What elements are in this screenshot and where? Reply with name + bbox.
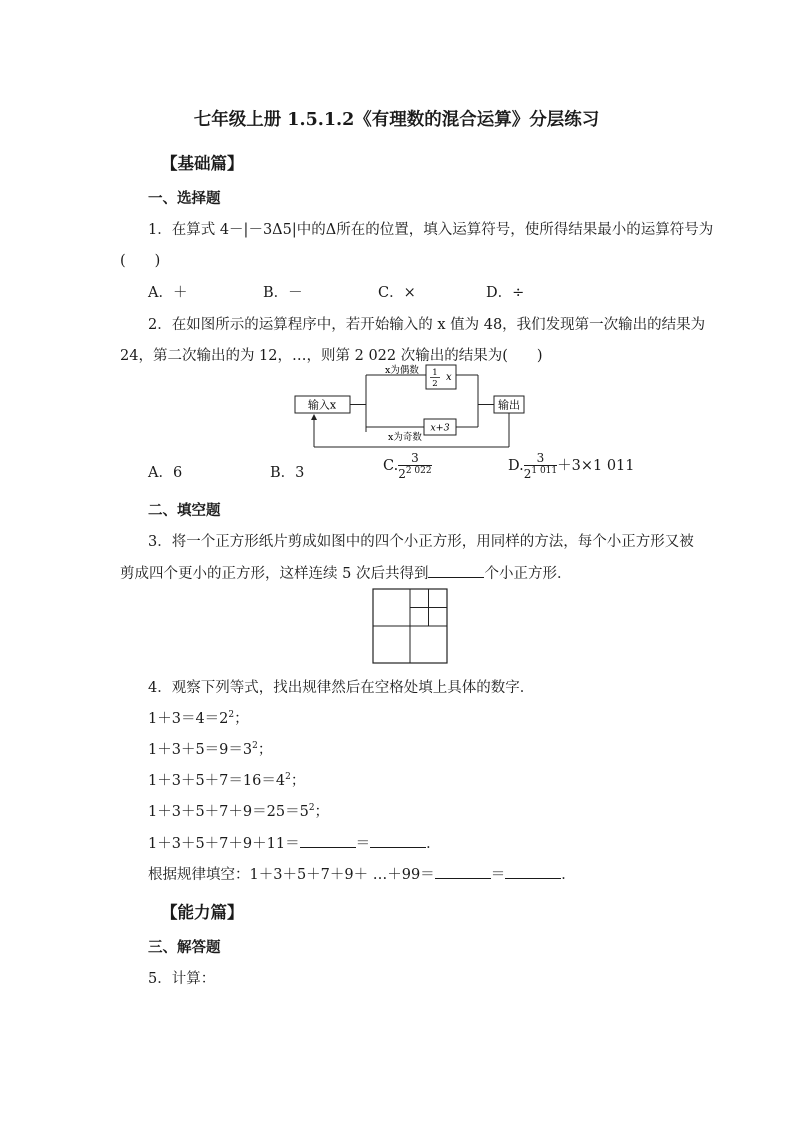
- question-4-intro: 4．观察下列等式，找出规律然后在空格处填上具体的数字．: [148, 680, 535, 696]
- answer-blank[interactable]: [300, 833, 356, 848]
- fraction-denominator: $2^{2 022}$: [398, 466, 432, 481]
- section-ability-heading: 【能力篇】: [161, 903, 244, 922]
- equation-5: 1＋3＋5＋7＋9＋11＝ ＝ ．: [148, 832, 441, 853]
- half-op-variable: x: [446, 372, 452, 383]
- question-2-line-2: 24，第二次输出的为 12，…，则第 2 022 次输出的结果为( ): [120, 348, 543, 364]
- question-2-line-1: 2．在如图所示的运算程序中，若开始输入的 x 值为 48，我们发现第一次输出的结果为: [148, 317, 706, 333]
- question-2-option-c: [383, 452, 432, 480]
- output-label: 输出: [498, 398, 520, 412]
- plus-three-op-label: x+3: [430, 422, 450, 434]
- question-1-option-b: B．－: [263, 285, 303, 301]
- question-3-line-2: 剪成四个更小的正方形，这样连续 5 次后共得到 个小正方形．: [120, 562, 571, 583]
- fraction-denominator: $2^{1 011}$: [523, 466, 558, 481]
- equation-4: $1+3+5+7+9=25=5^2$；: [148, 803, 330, 820]
- answer-blank[interactable]: [435, 864, 491, 879]
- question-5: 5．计算：: [148, 971, 216, 987]
- feedback-arrow-icon: [311, 414, 317, 420]
- option-c-fraction: [398, 452, 431, 480]
- equation-3: $1+3+5+7=16=4^2$；: [148, 772, 306, 789]
- option-d-suffix: ＋3×1 011: [557, 458, 635, 474]
- equation-2: $1+3+5=9=3^2$；: [148, 741, 273, 758]
- question-1-option-c: C．×: [378, 285, 416, 301]
- question-1-option-a: A．＋: [148, 285, 188, 301]
- square-division-figure: [372, 588, 448, 664]
- odd-branch-label: x为奇数: [388, 432, 422, 443]
- question-2-option-d: [508, 452, 635, 480]
- half-op-denominator: 2: [432, 379, 438, 389]
- fraction-numerator: 3: [398, 452, 431, 466]
- question-3-line-1: 3．将一个正方形纸片剪成如图中的四个小正方形，用同样的方法，每个小正方形又被: [148, 534, 694, 550]
- fraction-numerator: 3: [524, 452, 557, 466]
- answer-blank[interactable]: [505, 864, 561, 879]
- input-label: 输入x: [307, 398, 337, 412]
- option-d-fraction: [524, 452, 557, 480]
- option-c-prefix: C.: [383, 458, 399, 474]
- even-branch-label: x为偶数: [385, 365, 419, 376]
- half-op-numerator: 1: [432, 368, 438, 378]
- question-1-line-1: 1．在算式 4－|－3Δ5|中的Δ所在的位置，填入运算符号，使所得结果最小的运算符号为: [148, 222, 714, 238]
- answer-blank[interactable]: [428, 563, 484, 578]
- part-fill-heading: 二、填空题: [148, 502, 221, 519]
- answer-blank[interactable]: [370, 833, 426, 848]
- rule-fill-line: 根据规律填空：1＋3＋5＋7＋9＋ …＋99＝ ＝ ．: [148, 863, 576, 884]
- question-1-option-d: D．÷: [486, 285, 525, 301]
- program-flowchart: [290, 364, 530, 450]
- question-1-line-2: ( ): [120, 253, 161, 269]
- equation-1: $1+3=4=2^2$；: [148, 710, 249, 727]
- section-basic-heading: 【基础篇】: [161, 154, 244, 173]
- page-title: 七年级上册 1.5.1.2《有理数的混合运算》分层练习: [193, 110, 600, 130]
- part-solve-heading: 三、解答题: [148, 939, 221, 956]
- question-2-option-b: B．3: [270, 465, 305, 481]
- option-d-prefix: D.: [508, 458, 524, 474]
- question-2-option-a: A．6: [148, 465, 183, 481]
- part-choice-heading: 一、选择题: [148, 190, 221, 207]
